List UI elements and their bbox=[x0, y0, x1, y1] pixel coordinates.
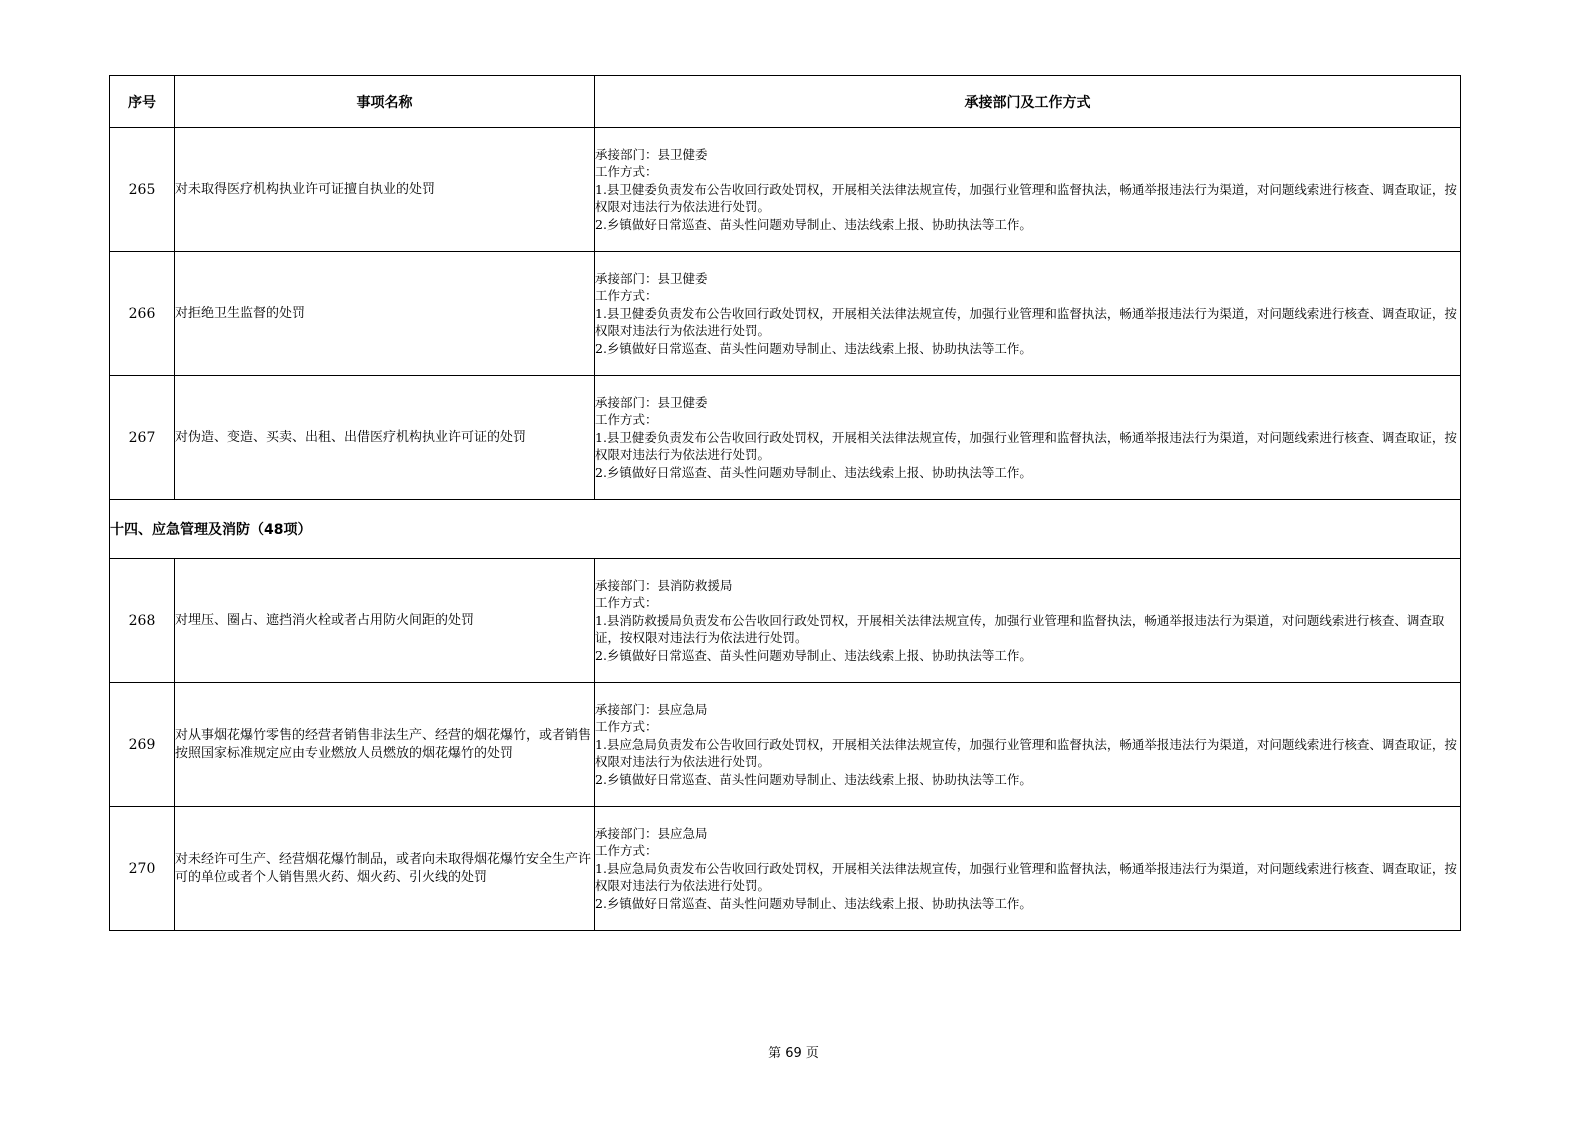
header-no: 序号 bbox=[110, 76, 175, 128]
row-step2: 2.乡镇做好日常巡查、苗头性问题劝导制止、违法线索上报、协助执法等工作。 bbox=[595, 340, 1032, 356]
header-name: 事项名称 bbox=[175, 76, 595, 128]
row-step2: 2.乡镇做好日常巡查、苗头性问题劝导制止、违法线索上报、协助执法等工作。 bbox=[595, 771, 1032, 787]
row-step1: 1.县消防救援局负责发布公告收回行政处罚权，开展相关法律法规宣传，加强行业管理和监督执法，畅通举报违法行为渠道，对问题线索进行核查、调查取证，按权限对违法行为依法进行处罚。 bbox=[595, 612, 1445, 646]
table-row bbox=[110, 128, 1461, 252]
row-name: 对伪造、变造、买卖、出租、出借医疗机构执业许可证的处罚 bbox=[175, 376, 595, 500]
row-name: 对未取得医疗机构执业许可证擅自执业的处罚 bbox=[175, 128, 595, 252]
row-no: 268 bbox=[110, 559, 175, 683]
row-dept: 承接部门：县卫健委 bbox=[595, 394, 708, 410]
row-no: 267 bbox=[110, 376, 175, 500]
row-dept: 承接部门：县卫健委 bbox=[595, 270, 708, 286]
table-row bbox=[110, 807, 1461, 931]
table-row bbox=[110, 376, 1461, 500]
table-row bbox=[110, 559, 1461, 683]
row-method bbox=[595, 252, 1461, 376]
row-no: 265 bbox=[110, 128, 175, 252]
row-method bbox=[595, 807, 1461, 931]
row-step1: 1.县应急局负责发布公告收回行政处罚权，开展相关法律法规宣传，加强行业管理和监督执法，畅通举报违法行为渠道，对问题线索进行核查、调查取证，按权限对违法行为依法进行处罚。 bbox=[595, 860, 1457, 894]
row-dept: 承接部门：县应急局 bbox=[595, 825, 708, 841]
row-step1: 1.县卫健委负责发布公告收回行政处罚权，开展相关法律法规宣传，加强行业管理和监督执法，畅通举报违法行为渠道，对问题线索进行核查、调查取证，按权限对违法行为依法进行处罚。 bbox=[595, 181, 1457, 215]
row-method-label: 工作方式： bbox=[595, 288, 658, 304]
row-dept: 承接部门：县消防救援局 bbox=[595, 577, 733, 593]
row-method-label: 工作方式： bbox=[595, 595, 658, 611]
row-step1: 1.县应急局负责发布公告收回行政处罚权，开展相关法律法规宣传，加强行业管理和监督执法，畅通举报违法行为渠道，对问题线索进行核查、调查取证，按权限对违法行为依法进行处罚。 bbox=[595, 736, 1457, 770]
row-method-label: 工作方式： bbox=[595, 719, 658, 735]
row-step2: 2.乡镇做好日常巡查、苗头性问题劝导制止、违法线索上报、协助执法等工作。 bbox=[595, 216, 1032, 232]
row-step2: 2.乡镇做好日常巡查、苗头性问题劝导制止、违法线索上报、协助执法等工作。 bbox=[595, 895, 1032, 911]
table-row bbox=[110, 683, 1461, 807]
matters-table bbox=[109, 75, 1461, 931]
row-step1: 1.县卫健委负责发布公告收回行政处罚权，开展相关法律法规宣传，加强行业管理和监督执法，畅通举报违法行为渠道，对问题线索进行核查、调查取证，按权限对违法行为依法进行处罚。 bbox=[595, 305, 1457, 339]
row-method bbox=[595, 683, 1461, 807]
row-method bbox=[595, 128, 1461, 252]
section-row bbox=[110, 500, 1461, 559]
row-dept: 承接部门：县卫健委 bbox=[595, 146, 708, 162]
row-name: 对拒绝卫生监督的处罚 bbox=[175, 252, 595, 376]
header-row bbox=[110, 76, 1461, 128]
section-title: 十四、应急管理及消防（48项） bbox=[110, 500, 1461, 559]
page-number: 第 69 页 bbox=[768, 1046, 819, 1061]
row-method-label: 工作方式： bbox=[595, 843, 658, 859]
table-row bbox=[110, 252, 1461, 376]
row-method-label: 工作方式： bbox=[595, 164, 658, 180]
header-method: 承接部门及工作方式 bbox=[595, 76, 1461, 128]
row-no: 269 bbox=[110, 683, 175, 807]
row-step2: 2.乡镇做好日常巡查、苗头性问题劝导制止、违法线索上报、协助执法等工作。 bbox=[595, 647, 1032, 663]
row-method-label: 工作方式： bbox=[595, 412, 658, 428]
row-method bbox=[595, 559, 1461, 683]
row-no: 266 bbox=[110, 252, 175, 376]
row-name: 对未经许可生产、经营烟花爆竹制品，或者向未取得烟花爆竹安全生产许可的单位或者个人销售黑火药、烟火药、引火线的处罚 bbox=[175, 807, 595, 931]
row-method bbox=[595, 376, 1461, 500]
row-name: 对从事烟花爆竹零售的经营者销售非法生产、经营的烟花爆竹，或者销售按照国家标准规定应由专业燃放人员燃放的烟花爆竹的处罚 bbox=[175, 683, 595, 807]
row-step2: 2.乡镇做好日常巡查、苗头性问题劝导制止、违法线索上报、协助执法等工作。 bbox=[595, 464, 1032, 480]
row-step1: 1.县卫健委负责发布公告收回行政处罚权，开展相关法律法规宣传，加强行业管理和监督执法，畅通举报违法行为渠道，对问题线索进行核查、调查取证，按权限对违法行为依法进行处罚。 bbox=[595, 429, 1457, 463]
row-name: 对埋压、圈占、遮挡消火栓或者占用防火间距的处罚 bbox=[175, 559, 595, 683]
row-dept: 承接部门：县应急局 bbox=[595, 701, 708, 717]
row-no: 270 bbox=[110, 807, 175, 931]
